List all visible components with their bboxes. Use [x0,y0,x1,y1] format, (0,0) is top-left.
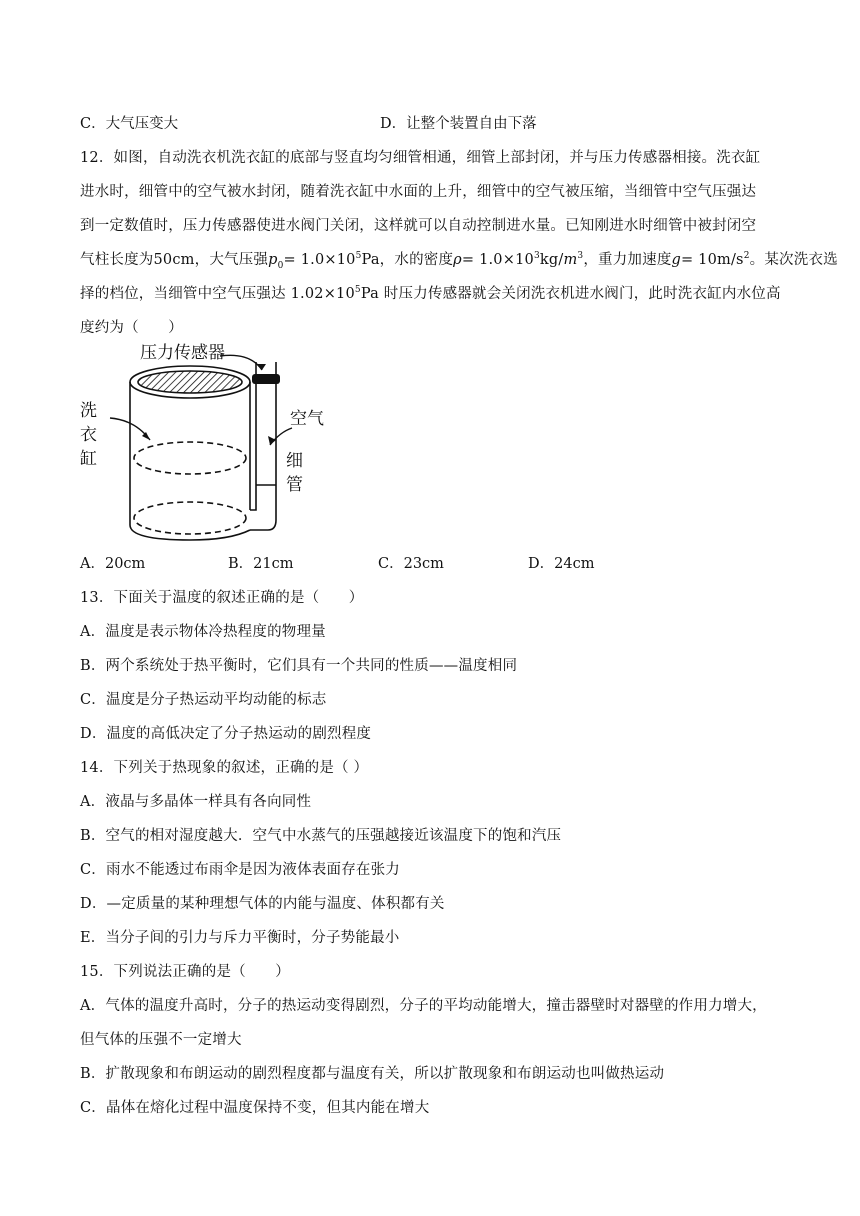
q14-option-e: E．当分子间的引力与斥力平衡时，分子势能最小 [80,930,400,946]
q14-option-c: C．雨水不能透过布雨伞是因为液体表面存在张力 [80,862,400,878]
label-pressure-sensor: 压力传感器 [140,343,225,363]
washing-machine-figure [80,340,340,550]
q13-option-c: C．温度是分子热运动平均动能的标志 [80,692,327,708]
q15-stem: 15．下列说法正确的是（ ） [80,964,290,980]
q14-option-d: D．—定质量的某种理想气体的内能与温度、体积都有关 [80,896,445,912]
q12-option-c: C．23cm [378,556,444,572]
q13-option-b: B．两个系统处于热平衡时，它们具有一个共同的性质——温度相同 [80,658,518,674]
q13-option-a: A．温度是表示物体冷热程度的物理量 [80,624,326,640]
q12-stem-line-1: 12．如图，自动洗衣机洗衣缸的底部与竖直均匀细管相通，细管上部封闭，并与压力传感器相接。洗衣缸 [80,150,761,166]
q15-option-a-line-2: 但气体的压强不一定增大 [80,1032,242,1048]
q13-stem: 13．下面关于温度的叙述正确的是（ ） [80,590,364,606]
q12-stem-line-3: 到一定数值时，压力传感器使进水阀门关闭，这样就可以自动控制进水量。已知刚进水时细管中被封闭空 [80,218,757,234]
q14-stem: 14．下列关于热现象的叙述，正确的是（ ） [80,760,369,776]
thin-tube [250,362,276,530]
label-tube-2: 管 [286,475,303,495]
q13-option-d: D．温度的高低决定了分子热运动的剧烈程度 [80,726,372,742]
q12-option-d: D．24cm [528,556,595,572]
q15-option-a-line-1: A．气体的温度升高时，分子的热运动变得剧烈，分子的平均动能增大，撞击器壁时对器壁的作用力增大， [80,998,767,1014]
q15-option-c: C．晶体在熔化过程中温度保持不变，但其内能在增大 [80,1100,430,1116]
pressure-sensor [252,374,280,384]
label-tub-2: 衣 [80,425,97,445]
q11-option-d: D．让整个装置自由下落 [380,116,537,132]
q12-option-a: A．20cm [80,556,146,572]
q12-stem-line-4: 气柱长度为50cm，大气压强$p_0= 1.0\times 10^5Pa$，水的密度$\rho= 1.0\times 10^3kg/m^3$，重力加速度$g= 10m/s^2$。某次洗衣选 [80,251,838,271]
tub [130,366,250,540]
q11-option-c: C．大气压变大 [80,116,179,132]
q14-option-a: A．液晶与多晶体一样具有各向同性 [80,794,312,810]
label-tub-1: 洗 [80,401,97,421]
q12-stem-line-5: 择的档位，当细管中空气压强达 $1.02\times 10^5Pa$ 时压力传感器就会关闭洗衣机进水阀门，此时洗衣缸内水位高 [80,285,781,302]
label-arrows [110,355,292,445]
label-tube-1: 细 [286,451,303,471]
q15-option-b: B．扩散现象和布朗运动的剧烈程度都与温度有关，所以扩散现象和布朗运动也叫做热运动 [80,1066,665,1082]
label-air: 空气 [290,409,324,429]
label-tub-3: 缸 [80,449,97,469]
q14-option-b: B．空气的相对湿度越大．空气中水蒸气的压强越接近该温度下的饱和汽压 [80,828,562,844]
q12-stem-line-2: 进水时，细管中的空气被水封闭，随着洗衣缸中水面的上升，细管中的空气被压缩，当细管中空气压强达 [80,184,757,200]
q12-stem-line-6: 度约为（ ） [80,320,183,336]
q12-option-b: B．21cm [228,556,294,572]
